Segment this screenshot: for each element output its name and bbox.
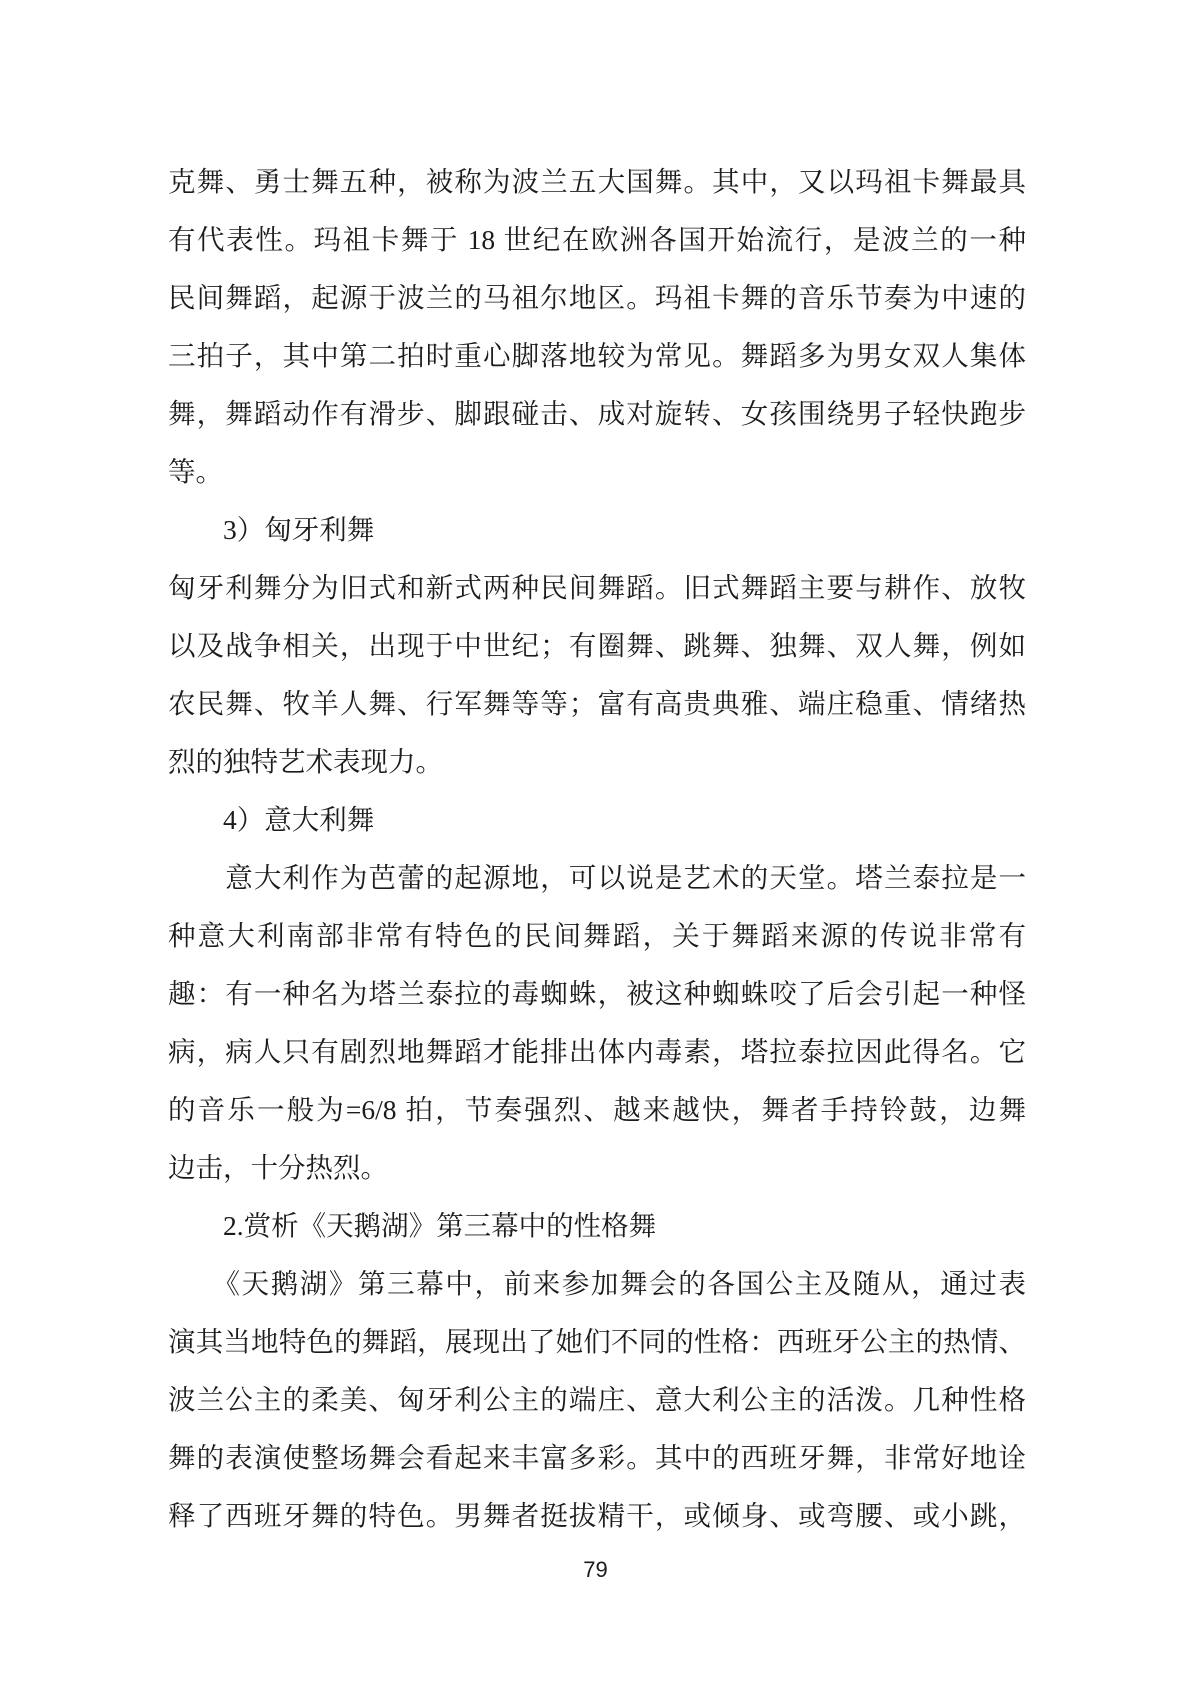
text-line: 三拍子，其中第二拍时重心脚落地较为常见。舞蹈多为男女双人集体 <box>168 340 1026 371</box>
body-text <box>168 153 1026 1545</box>
text-line: 释了西班牙舞的特色。男舞者挺拔精干，或倾身、或弯腰、或小跳， <box>168 1500 1026 1531</box>
text-line: 演其当地特色的舞蹈，展现出了她们不同的性格：西班牙公主的热情、 <box>168 1326 1026 1357</box>
text-line: 种意大利南部非常有特色的民间舞蹈，关于舞蹈来源的传说非常有 <box>168 920 1026 951</box>
text-line: 的音乐一般为=6/8 拍，节奏强烈、越来越快，舞者手持铃鼓，边舞 <box>168 1094 1026 1125</box>
text-line: 以及战争相关，出现于中世纪；有圈舞、跳舞、独舞、双人舞，例如 <box>168 630 1026 661</box>
text-line: 意大利作为芭蕾的起源地，可以说是艺术的天堂。塔兰泰拉是一 <box>168 862 1026 893</box>
text-line: 趣：有一种名为塔兰泰拉的毒蜘蛛，被这种蜘蛛咬了后会引起一种怪 <box>168 978 1026 1009</box>
text-line: 匈牙利舞分为旧式和新式两种民间舞蹈。旧式舞蹈主要与耕作、放牧 <box>168 572 1026 603</box>
text-line: 等。 <box>168 456 223 487</box>
text-line: 边击，十分热烈。 <box>168 1152 388 1183</box>
page-footer <box>0 1556 1191 1584</box>
page-number: 79 <box>583 1557 608 1582</box>
text-line: 波兰公主的柔美、匈牙利公主的端庄、意大利公主的活泼。几种性格 <box>168 1384 1026 1415</box>
text-line: 《天鹅湖》第三幕中，前来参加舞会的各国公主及随从，通过表 <box>168 1268 1026 1299</box>
text-line: 烈的独特艺术表现力。 <box>168 746 443 777</box>
text-line: 2.赏析《天鹅湖》第三幕中的性格舞 <box>168 1210 657 1241</box>
text-line: 舞，舞蹈动作有滑步、脚跟碰击、成对旋转、女孩围绕男子轻快跑步 <box>168 398 1026 429</box>
text-line: 舞的表演使整场舞会看起来丰富多彩。其中的西班牙舞，非常好地诠 <box>168 1442 1026 1473</box>
text-line: 克舞、勇士舞五种，被称为波兰五大国舞。其中，又以玛祖卡舞最具 <box>168 166 1026 197</box>
text-line: 4）意大利舞 <box>168 804 375 835</box>
text-line: 有代表性。玛祖卡舞于 18 世纪在欧洲各国开始流行，是波兰的一种 <box>168 224 1026 255</box>
text-line: 民间舞蹈，起源于波兰的马祖尔地区。玛祖卡舞的音乐节奏为中速的 <box>168 282 1026 313</box>
text-line: 病，病人只有剧烈地舞蹈才能排出体内毒素，塔拉泰拉因此得名。它 <box>168 1036 1026 1067</box>
text-line: 3）匈牙利舞 <box>168 514 375 545</box>
text-line: 农民舞、牧羊人舞、行军舞等等；富有高贵典雅、端庄稳重、情绪热 <box>168 688 1026 719</box>
